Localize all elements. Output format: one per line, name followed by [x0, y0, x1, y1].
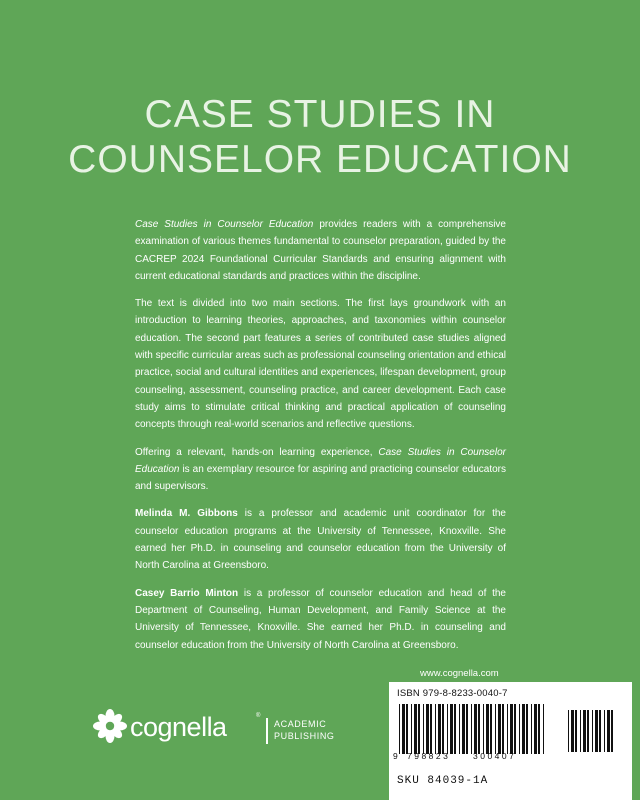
- barcode-bar: [406, 704, 408, 754]
- barcode-bar: [438, 704, 441, 754]
- description-paragraph-1: [135, 216, 506, 285]
- trademark-symbol: ®: [256, 713, 261, 719]
- tagline-line-2: PUBLISHING: [274, 730, 335, 741]
- barcode-bar: [442, 704, 444, 754]
- barcode-bar: [587, 710, 589, 752]
- barcode-bar: [426, 704, 429, 754]
- barcode-bar: [411, 704, 412, 754]
- barcode-bar: [478, 704, 480, 754]
- author-name: Casey Barrio Minton: [135, 587, 239, 599]
- barcode-bar: [514, 704, 516, 754]
- barcode-bar: [474, 704, 477, 754]
- publisher-logo: [92, 708, 352, 748]
- barcode-bar: [490, 704, 492, 754]
- description-text: is an exemplary resource for aspiring and practicing counselor educators and supervisors.: [135, 463, 506, 493]
- book-title-line-2: COUNSELOR EDUCATION: [68, 138, 572, 181]
- price-barcode: [566, 710, 616, 752]
- logo-divider: [266, 718, 268, 744]
- barcode-bar: [583, 710, 586, 752]
- description-text: Offering a relevant, hands-on learning experience,: [135, 446, 379, 458]
- tagline-line-1: ACADEMIC: [274, 719, 327, 729]
- barcode-bar: [595, 710, 598, 752]
- barcode-bar: [498, 704, 501, 754]
- book-title: [0, 92, 640, 182]
- barcode-bar: [592, 710, 593, 752]
- description-paragraph-3: [135, 444, 506, 496]
- barcode-bar: [534, 704, 537, 754]
- barcode-bar: [435, 704, 436, 754]
- barcode-bar: [402, 704, 405, 754]
- barcode-bar: [568, 710, 569, 752]
- barcode-bar: [486, 704, 489, 754]
- sku-number: SKU 84039-1A: [397, 775, 489, 787]
- barcode-digits-right: 300407: [473, 751, 517, 761]
- barcode-bar: [471, 704, 472, 754]
- barcode-digits-left: 798823: [407, 751, 451, 761]
- barcode-bar: [414, 704, 417, 754]
- description-paragraph-2: The text is divided into two main sections. The first lays groundwork with an introduction to learning theories, approaches, and taxonomies within counselor education. The second part features a series of contributed case studies aligned with specific curricular areas such as professional counseling orientation and ethical practice, social and cultural identities and experiences, lifespan development, group counseling, assessment, counseling practice, and career development. Each case study aims to stimulate critical thinking and practical application of counseling concepts through real-world scenarios and reflective questions.: [135, 298, 506, 431]
- barcode-bar: [519, 704, 520, 754]
- barcode-bar: [580, 710, 581, 752]
- publisher-wordmark: cognella: [130, 712, 227, 742]
- barcode-bar: [604, 710, 605, 752]
- author-bio-1: [135, 505, 506, 574]
- barcode-bar: [399, 704, 400, 754]
- isbn-barcode: [397, 704, 547, 754]
- book-title-italic: Case Studies in Counselor Education: [135, 446, 506, 475]
- barcode-bar: [599, 710, 601, 752]
- barcode-label: [389, 682, 632, 800]
- barcode-bar: [510, 704, 513, 754]
- barcode-bar: [607, 710, 610, 752]
- barcode-bar: [483, 704, 484, 754]
- publisher-tagline: [274, 719, 335, 742]
- barcode-bar: [502, 704, 504, 754]
- publisher-url: www.cognella.com: [420, 668, 499, 679]
- barcode-bar: [447, 704, 448, 754]
- back-cover-text: [135, 216, 506, 664]
- barcode-bar: [423, 704, 424, 754]
- author-bio-text: is a professor of counselor education and head of the Department of Counseling, Human Development, and Family Science at the University of Tennessee, Knoxville. She earned her Ph.D. in counseling and counselor education from the University of North Carolina at Greensboro.: [135, 587, 506, 651]
- author-bio-2: [135, 585, 506, 654]
- barcode-bar: [543, 704, 544, 754]
- barcode-bar: [575, 710, 577, 752]
- book-title-italic: Case Studies in Counselor Education: [135, 219, 314, 230]
- barcode-bar: [466, 704, 468, 754]
- barcode-bar: [507, 704, 508, 754]
- barcode-bar: [418, 704, 420, 754]
- author-bio-text: is a professor and academic unit coordinator for the counselor education programs at the University of Tennessee, Knoxville. She earned her Ph.D. in counseling and counselor education from the University of North Carolina at Greensboro.: [135, 508, 506, 572]
- isbn-number: ISBN 979-8-8233-0040-7: [397, 688, 508, 699]
- barcode-bar: [454, 704, 456, 754]
- barcode-bar: [459, 704, 460, 754]
- barcode-bar: [450, 704, 453, 754]
- barcode-bar: [571, 710, 574, 752]
- barcode-bar: [611, 710, 613, 752]
- barcode-digit-first: 9: [393, 751, 398, 761]
- barcode-bar: [531, 704, 532, 754]
- barcode-bar: [538, 704, 540, 754]
- description-text: provides readers with a comprehensive examination of various themes fundamental to counselor preparation, guided by the CACREP 2024 Foundational Curricular Standards and ensuring alignment with current educational standards and practices within the discipline.: [135, 219, 506, 282]
- barcode-bar: [522, 704, 525, 754]
- barcode-bar: [430, 704, 432, 754]
- flower-icon: [92, 708, 128, 744]
- book-title-line-1: CASE STUDIES IN: [144, 93, 496, 136]
- barcode-bar: [462, 704, 465, 754]
- barcode-bar: [495, 704, 496, 754]
- barcode-bar: [526, 704, 528, 754]
- author-name: Melinda M. Gibbons: [135, 508, 238, 520]
